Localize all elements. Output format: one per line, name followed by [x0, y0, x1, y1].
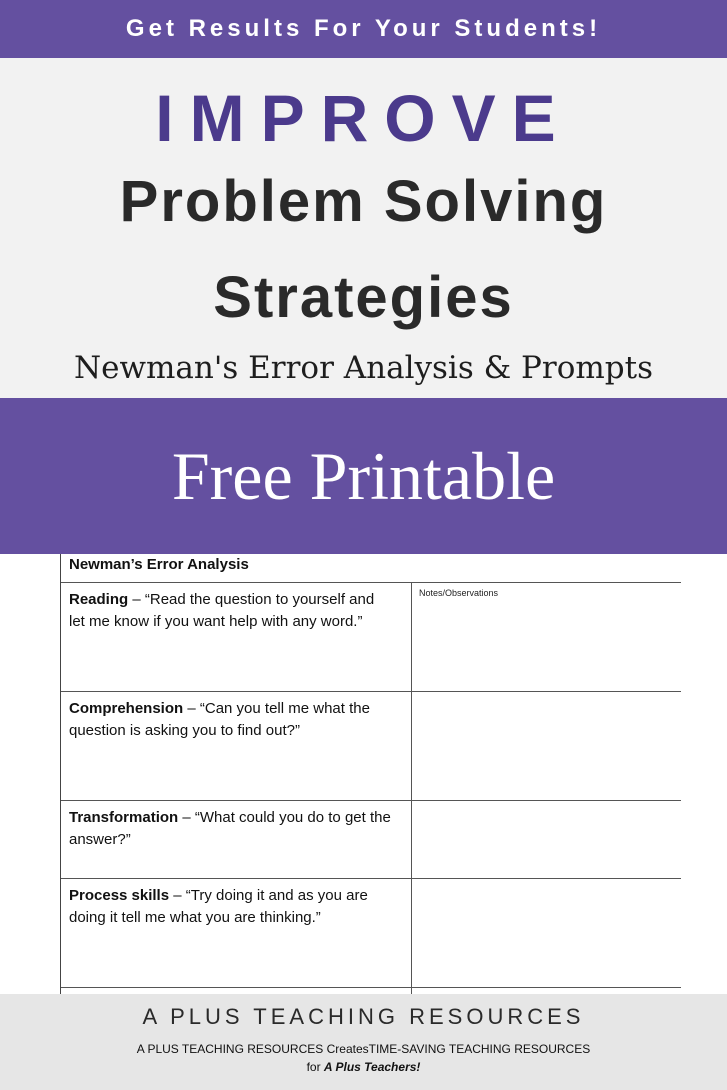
row-label: Process skills: [69, 887, 170, 904]
row-text: [69, 885, 394, 929]
subtitle: Newman's Error Analysis & Prompts: [74, 350, 653, 386]
footer-tagline: A PLUS TEACHING RESOURCES CreatesTIME-SAVING TEACHING RESOURCES: [136, 1042, 591, 1056]
footer-tagline-emphasis: A Plus Teachers!: [323, 1060, 421, 1074]
improve-heading: IMPROVE: [155, 81, 572, 155]
footer: [0, 994, 727, 1090]
worksheet-row-comprehension: [61, 692, 681, 801]
row-text: [69, 807, 394, 851]
free-printable-band: [0, 398, 727, 554]
worksheet-preview: [60, 554, 681, 994]
row-text: [69, 589, 394, 633]
worksheet-row-reading: [61, 583, 681, 692]
worksheet-row-transformation: [61, 801, 681, 879]
free-printable-text: Free Printable: [171, 437, 556, 514]
banner-text: Get Results For Your Students!: [125, 15, 602, 42]
footer-tagline-2: [0, 1060, 727, 1074]
row-label: Reading: [69, 591, 129, 608]
footer-brand: A PLUS TEACHING RESOURCES: [142, 1004, 585, 1029]
title-line-2: Strategies: [213, 265, 514, 330]
row-label: Transformation: [69, 809, 179, 826]
row-text: [69, 698, 394, 742]
notes-observations-label: Notes/Observations: [419, 588, 499, 598]
top-banner: [0, 0, 727, 58]
row-label: Comprehension: [69, 700, 184, 717]
row-prompt: – “What could you do to get the answer?”: [69, 809, 391, 848]
worksheet-row-process-skills: [61, 879, 681, 988]
row-prompt: – “Read the question to yourself and let me know if you want help with any word.”: [69, 591, 375, 630]
title-line-1: Problem Solving: [119, 169, 608, 234]
footer-tagline-prefix: for: [306, 1060, 324, 1074]
worksheet-title: Newman’s Error Analysis: [69, 556, 249, 573]
row-prompt: – “Try doing it and as you are doing it tell me what you are thinking.”: [69, 887, 368, 926]
row-prompt: – “Can you tell me what the question is asking you to find out?”: [69, 700, 370, 739]
